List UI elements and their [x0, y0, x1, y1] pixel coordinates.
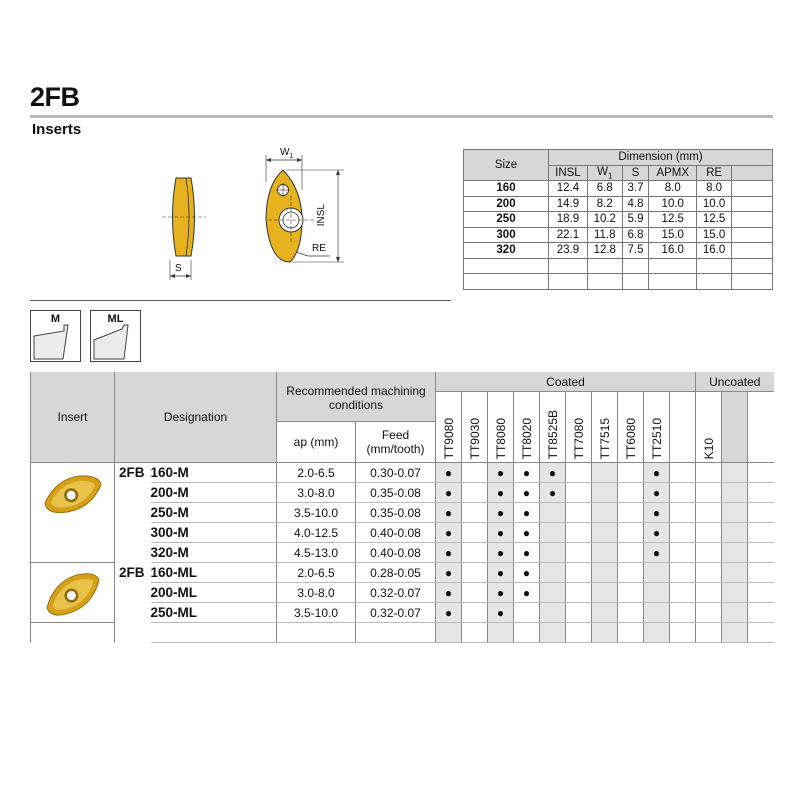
dim-col-header-empty	[732, 165, 773, 181]
dim-col-header: INSL	[549, 165, 588, 181]
grade-header-tt9030: TT9030	[462, 392, 488, 463]
dimension-empty-row	[464, 274, 773, 290]
grade-mark	[462, 603, 488, 623]
grade-mark	[462, 563, 488, 583]
ap-value: 3.5-10.0	[277, 603, 356, 623]
table-row	[31, 503, 774, 523]
ap-value: 4.0-12.5	[277, 523, 356, 543]
grade-mark	[592, 523, 618, 543]
feed-value: 0.35-0.08	[356, 483, 436, 503]
grade-mark	[618, 583, 644, 603]
empty-cell	[670, 523, 696, 543]
designation-name: 160-ML	[151, 563, 277, 583]
designation-name: 200-M	[151, 483, 277, 503]
chipbreaker-m-label: M	[50, 313, 61, 325]
grade-mark: ●	[644, 503, 670, 523]
grade-mark	[566, 603, 592, 623]
page-title: 2FB	[30, 82, 80, 112]
grade-mark: ●	[514, 523, 540, 543]
insert-image-cell	[31, 563, 115, 623]
dimension-value: 16.0	[697, 243, 732, 259]
grade-mark: ●	[488, 483, 514, 503]
dimension-value: 6.8	[587, 181, 622, 197]
grade-mark: ●	[488, 463, 514, 483]
empty-cell	[748, 463, 774, 483]
feed-value: 0.40-0.08	[356, 523, 436, 543]
empty-cell	[732, 227, 773, 243]
grade-mark	[644, 603, 670, 623]
grade-mark	[696, 463, 722, 483]
grade-mark: ●	[436, 563, 462, 583]
grade-table	[30, 372, 774, 643]
grade-mark	[644, 563, 670, 583]
dimension-value: 10.0	[697, 196, 732, 212]
grade-header-tt7080: TT7080	[566, 392, 592, 463]
grade-mark	[540, 603, 566, 623]
ap-value: 2.0-6.5	[277, 463, 356, 483]
dimension-row	[464, 227, 773, 243]
grade-mark	[592, 503, 618, 523]
size-value: 160	[464, 181, 549, 197]
dimension-group-header: Dimension (mm)	[549, 150, 773, 166]
chipbreaker-m-icon	[30, 310, 81, 362]
empty-cell	[732, 196, 773, 212]
dimension-value: 10.0	[649, 196, 697, 212]
table-row	[31, 483, 774, 503]
dim-col-header: RE	[697, 165, 732, 181]
empty-cell	[115, 523, 151, 543]
grade-header-tt8020: TT8020	[514, 392, 540, 463]
grade-mark	[462, 583, 488, 603]
grade-header-tt8080: TT8080	[488, 392, 514, 463]
dimension-table	[463, 149, 773, 290]
dimension-value: 23.9	[549, 243, 588, 259]
grade-mark	[696, 563, 722, 583]
grade-header-empty	[670, 392, 696, 463]
empty-cell	[722, 503, 748, 523]
dimension-row	[464, 212, 773, 228]
empty-cell	[732, 243, 773, 259]
empty-cell	[748, 483, 774, 503]
dimension-empty-row	[464, 258, 773, 274]
designation-prefix: 2FB	[115, 463, 151, 483]
table-row	[31, 563, 774, 583]
grade-mark	[696, 483, 722, 503]
grade-mark	[566, 583, 592, 603]
grade-mark	[540, 503, 566, 523]
grade-mark: ●	[436, 603, 462, 623]
empty-cell	[670, 563, 696, 583]
ap-header: ap (mm)	[277, 422, 356, 463]
insert-image-cell	[31, 463, 115, 563]
grade-mark	[618, 503, 644, 523]
grade-mark	[644, 583, 670, 603]
empty-cell	[722, 523, 748, 543]
size-header: Size	[464, 150, 549, 181]
dimension-value: 8.2	[587, 196, 622, 212]
empty-cell	[748, 543, 774, 563]
grade-mark	[540, 543, 566, 563]
recommended-conditions-header: Recommended machining conditions	[277, 372, 436, 422]
grade-mark	[462, 543, 488, 563]
ap-value: 3.0-8.0	[277, 483, 356, 503]
dimension-value: 7.5	[622, 243, 649, 259]
empty-cell	[670, 463, 696, 483]
empty-cell	[748, 583, 774, 603]
empty-cell	[722, 483, 748, 503]
empty-cell	[722, 463, 748, 483]
grade-header-tt9080: TT9080	[436, 392, 462, 463]
grade-header-tt7515: TT7515	[592, 392, 618, 463]
empty-cell	[722, 583, 748, 603]
dimension-value: 8.0	[649, 181, 697, 197]
s-label: S	[175, 263, 182, 274]
dimension-value: 15.0	[649, 227, 697, 243]
re-label: RE	[312, 243, 326, 254]
grade-mark	[592, 483, 618, 503]
dimension-value: 11.8	[587, 227, 622, 243]
insert-header: Insert	[31, 372, 115, 463]
empty-cell	[748, 503, 774, 523]
grade-mark: ●	[488, 583, 514, 603]
grade-mark	[540, 563, 566, 583]
designation-prefix: 2FB	[115, 563, 151, 583]
feed-value: 0.30-0.07	[356, 463, 436, 483]
ap-value: 2.0-6.5	[277, 563, 356, 583]
grade-mark: ●	[514, 583, 540, 603]
empty-cell	[670, 483, 696, 503]
empty-cell	[115, 483, 151, 503]
chipbreaker-ml-label: ML	[107, 313, 124, 325]
dimension-value: 22.1	[549, 227, 588, 243]
grade-mark	[696, 523, 722, 543]
grade-mark: ●	[436, 523, 462, 543]
dimension-value: 10.2	[587, 212, 622, 228]
grade-mark: ●	[644, 483, 670, 503]
dimension-value: 3.7	[622, 181, 649, 197]
grade-mark: ●	[514, 463, 540, 483]
title-divider	[30, 115, 773, 118]
grade-mark: ●	[436, 583, 462, 603]
dimension-value: 18.9	[549, 212, 588, 228]
grade-mark	[618, 483, 644, 503]
grade-mark	[566, 503, 592, 523]
grade-mark: ●	[436, 483, 462, 503]
grade-mark	[592, 543, 618, 563]
designation-name: 250-ML	[151, 603, 277, 623]
designation-name: 250-M	[151, 503, 277, 523]
grade-mark: ●	[644, 523, 670, 543]
drawing-divider	[30, 300, 451, 301]
feed-value: 0.32-0.07	[356, 603, 436, 623]
grade-mark: ●	[514, 483, 540, 503]
grade-mark	[618, 523, 644, 543]
designation-header: Designation	[115, 372, 277, 463]
grade-mark	[592, 463, 618, 483]
empty-cell	[722, 543, 748, 563]
empty-cell	[115, 583, 151, 603]
grade-mark: ●	[514, 503, 540, 523]
dimension-row	[464, 243, 773, 259]
grade-mark	[462, 463, 488, 483]
dimension-value: 6.8	[622, 227, 649, 243]
grade-mark: ●	[436, 503, 462, 523]
grade-mark: ●	[514, 543, 540, 563]
grade-mark	[696, 503, 722, 523]
feed-value: 0.28-0.05	[356, 563, 436, 583]
empty-cell	[722, 603, 748, 623]
size-value: 200	[464, 196, 549, 212]
dimension-value: 12.5	[697, 212, 732, 228]
empty-cell	[115, 503, 151, 523]
dim-col-header: APMX	[649, 165, 697, 181]
designation-name: 160-M	[151, 463, 277, 483]
grade-mark	[592, 583, 618, 603]
ap-value: 3.5-10.0	[277, 503, 356, 523]
grade-header-tt8525b: TT8525B	[540, 392, 566, 463]
dimension-value: 16.0	[649, 243, 697, 259]
empty-cell	[115, 603, 151, 623]
page-subtitle: Inserts	[32, 121, 82, 138]
grade-mark: ●	[436, 543, 462, 563]
dimension-value: 12.5	[649, 212, 697, 228]
insert-photo-icon	[38, 469, 108, 519]
coated-header: Coated	[436, 372, 696, 392]
grade-mark	[696, 603, 722, 623]
grade-mark: ●	[644, 543, 670, 563]
side-view-drawing	[162, 178, 206, 280]
grade-mark	[592, 563, 618, 583]
empty-cell	[732, 181, 773, 197]
grade-mark: ●	[488, 543, 514, 563]
empty-cell	[115, 543, 151, 563]
grade-header-k10: K10	[696, 392, 722, 463]
grade-mark	[462, 503, 488, 523]
empty-row	[31, 623, 774, 643]
grade-mark	[540, 583, 566, 603]
grade-mark	[462, 523, 488, 543]
grade-mark: ●	[514, 563, 540, 583]
empty-cell	[732, 212, 773, 228]
grade-mark: ●	[488, 563, 514, 583]
grade-header-tt6080: TT6080	[618, 392, 644, 463]
empty-cell	[722, 563, 748, 583]
feed-value: 0.32-0.07	[356, 583, 436, 603]
grade-header-tt2510: TT2510	[644, 392, 670, 463]
grade-mark: ●	[488, 603, 514, 623]
dim-col-header: $W_1$	[587, 165, 622, 181]
empty-cell	[670, 503, 696, 523]
uncoated-header: Uncoated	[696, 372, 774, 392]
grade-mark	[566, 543, 592, 563]
grade-header-empty	[722, 392, 748, 463]
grade-mark	[540, 523, 566, 543]
feed-header: Feed (mm/tooth)	[356, 422, 436, 463]
grade-mark	[618, 603, 644, 623]
empty-cell	[748, 523, 774, 543]
insl-label: INSL	[316, 204, 327, 227]
dimension-value: 5.9	[622, 212, 649, 228]
dimension-value: 8.0	[697, 181, 732, 197]
designation-name: 300-M	[151, 523, 277, 543]
insert-photo-icon	[38, 569, 108, 619]
grade-mark	[696, 543, 722, 563]
dimension-value: 12.8	[587, 243, 622, 259]
ap-value: 3.0-8.0	[277, 583, 356, 603]
grade-mark: ●	[540, 483, 566, 503]
table-row	[31, 543, 774, 563]
dimension-value: 12.4	[549, 181, 588, 197]
empty-cell	[670, 543, 696, 563]
dim-col-header: S	[622, 165, 649, 181]
dimension-row	[464, 181, 773, 197]
empty-cell	[748, 563, 774, 583]
empty-cell	[670, 583, 696, 603]
feed-value: 0.35-0.08	[356, 503, 436, 523]
grade-mark	[592, 603, 618, 623]
grade-mark	[566, 563, 592, 583]
size-value: 320	[464, 243, 549, 259]
grade-mark	[696, 583, 722, 603]
table-row	[31, 523, 774, 543]
dimension-row	[464, 196, 773, 212]
dimension-value: 15.0	[697, 227, 732, 243]
designation-name: 200-ML	[151, 583, 277, 603]
grade-mark: ●	[540, 463, 566, 483]
grade-mark	[618, 463, 644, 483]
grade-mark	[462, 483, 488, 503]
ap-value: 4.5-13.0	[277, 543, 356, 563]
grade-header-empty	[748, 392, 774, 463]
top-view-drawing	[266, 155, 344, 262]
grade-mark	[514, 603, 540, 623]
feed-value: 0.40-0.08	[356, 543, 436, 563]
dimension-value: 14.9	[549, 196, 588, 212]
size-value: 300	[464, 227, 549, 243]
chipbreaker-ml-icon	[90, 310, 141, 362]
grade-mark	[618, 563, 644, 583]
w1-label: $W_1$	[280, 147, 294, 160]
empty-cell	[748, 603, 774, 623]
insert-technical-drawing	[150, 140, 360, 290]
grade-mark	[566, 483, 592, 503]
grade-mark: ●	[488, 503, 514, 523]
designation-name: 320-M	[151, 543, 277, 563]
table-row	[31, 583, 774, 603]
size-value: 250	[464, 212, 549, 228]
table-row	[31, 463, 774, 483]
grade-mark	[566, 463, 592, 483]
grade-mark: ●	[488, 523, 514, 543]
grade-mark	[566, 523, 592, 543]
grade-mark: ●	[644, 463, 670, 483]
table-row	[31, 603, 774, 623]
grade-mark: ●	[436, 463, 462, 483]
dimension-value: 4.8	[622, 196, 649, 212]
grade-mark	[618, 543, 644, 563]
empty-cell	[670, 603, 696, 623]
